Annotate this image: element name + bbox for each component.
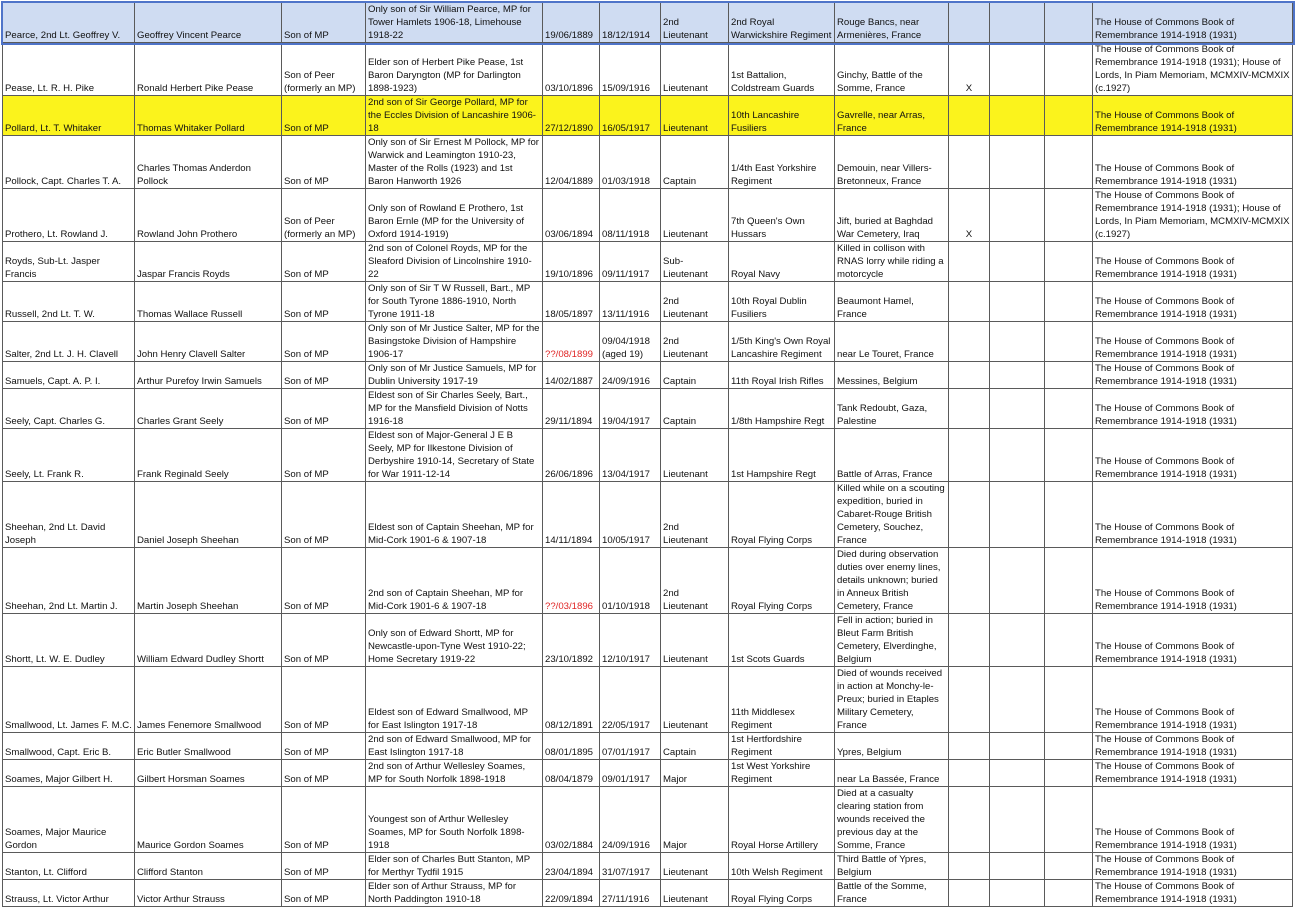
lords-mark-cell[interactable] — [949, 3, 990, 43]
regiment-cell[interactable]: Royal Flying Corps — [729, 482, 835, 548]
lords-mark-cell[interactable] — [949, 548, 990, 614]
death-date-cell[interactable]: 18/12/1914 — [600, 3, 661, 43]
place-of-death-cell[interactable]: Killed while on a scouting expedition, buried in Cabaret-Rouge British Cemetery, Souchez, France — [835, 482, 949, 548]
description-cell[interactable]: Only son of Mr Justice Salter, MP for the Basingstoke Division of Hampshire 1906-17 — [366, 322, 543, 362]
regiment-cell[interactable]: 1/5th King's Own Royal Lancashire Regiment — [729, 322, 835, 362]
relation-cell[interactable]: Son of MP — [282, 322, 366, 362]
relation-cell[interactable]: Son of Peer (formerly an MP) — [282, 189, 366, 242]
full-name-cell[interactable]: Martin Joseph Sheehan — [135, 548, 282, 614]
source-cell[interactable]: The House of Commons Book of Remembrance 1914-1918 (1931) — [1093, 3, 1293, 43]
full-name-cell[interactable]: Thomas Wallace Russell — [135, 282, 282, 322]
regiment-cell[interactable]: 1st Scots Guards — [729, 614, 835, 667]
rank-cell[interactable]: 2nd Lieutenant — [661, 3, 729, 43]
relation-cell[interactable]: Son of MP — [282, 787, 366, 853]
rank-cell[interactable]: 2nd Lieutenant — [661, 282, 729, 322]
lords-mark-cell[interactable] — [949, 136, 990, 189]
regiment-cell[interactable]: 10th Welsh Regiment — [729, 853, 835, 880]
extra-cell-2[interactable] — [1045, 362, 1093, 389]
extra-cell-1[interactable] — [990, 3, 1045, 43]
source-cell[interactable]: The House of Commons Book of Remembrance 1914-1918 (1931) — [1093, 614, 1293, 667]
death-date-cell[interactable]: 09/11/1917 — [600, 242, 661, 282]
full-name-cell[interactable]: Arthur Purefoy Irwin Samuels — [135, 362, 282, 389]
extra-cell-2[interactable] — [1045, 189, 1093, 242]
relation-cell[interactable]: Son of MP — [282, 389, 366, 429]
source-cell[interactable]: The House of Commons Book of Remembrance 1914-1918 (1931) — [1093, 389, 1293, 429]
full-name-cell[interactable]: Jaspar Francis Royds — [135, 242, 282, 282]
extra-cell-1[interactable] — [990, 136, 1045, 189]
regiment-cell[interactable]: 11th Royal Irish Rifles — [729, 362, 835, 389]
birth-date-cell[interactable]: 12/04/1889 — [543, 136, 600, 189]
extra-cell-2[interactable] — [1045, 787, 1093, 853]
table-row[interactable] — [3, 482, 1293, 548]
relation-cell[interactable]: Son of MP — [282, 136, 366, 189]
extra-cell-2[interactable] — [1045, 3, 1093, 43]
death-date-cell[interactable]: 15/09/1916 — [600, 43, 661, 96]
display-name-cell[interactable]: Salter, 2nd Lt. J. H. Clavell — [3, 322, 135, 362]
lords-mark-cell[interactable]: X — [949, 43, 990, 96]
source-cell[interactable]: The House of Commons Book of Remembrance 1914-1918 (1931) — [1093, 667, 1293, 733]
table-row[interactable] — [3, 322, 1293, 362]
display-name-cell[interactable]: Soames, Major Maurice Gordon — [3, 787, 135, 853]
relation-cell[interactable]: Son of MP — [282, 242, 366, 282]
table-row[interactable] — [3, 3, 1293, 43]
description-cell[interactable]: Youngest son of Arthur Wellesley Soames, MP for South Norfolk 1898-1918 — [366, 787, 543, 853]
rank-cell[interactable]: Lieutenant — [661, 189, 729, 242]
table-row[interactable] — [3, 362, 1293, 389]
regiment-cell[interactable]: 1st Battalion, Coldstream Guards — [729, 43, 835, 96]
display-name-cell[interactable]: Pease, Lt. R. H. Pike — [3, 43, 135, 96]
rank-cell[interactable]: Captain — [661, 733, 729, 760]
regiment-cell[interactable]: 1st West Yorkshire Regiment — [729, 760, 835, 787]
death-date-cell[interactable]: 31/07/1917 — [600, 853, 661, 880]
birth-date-cell[interactable]: 27/12/1890 — [543, 96, 600, 136]
table-row[interactable] — [3, 282, 1293, 322]
death-date-cell[interactable]: 13/11/1916 — [600, 282, 661, 322]
relation-cell[interactable]: Son of MP — [282, 96, 366, 136]
description-cell[interactable]: 2nd son of Edward Smallwood, MP for East Islington 1917-18 — [366, 733, 543, 760]
relation-cell[interactable]: Son of MP — [282, 760, 366, 787]
source-cell[interactable]: The House of Commons Book of Remembrance 1914-1918 (1931) — [1093, 322, 1293, 362]
full-name-cell[interactable]: Charles Grant Seely — [135, 389, 282, 429]
lords-mark-cell[interactable] — [949, 282, 990, 322]
death-date-cell[interactable]: 09/04/1918 (aged 19) — [600, 322, 661, 362]
full-name-cell[interactable]: Gilbert Horsman Soames — [135, 760, 282, 787]
display-name-cell[interactable]: Pearce, 2nd Lt. Geoffrey V. — [3, 3, 135, 43]
relation-cell[interactable]: Son of MP — [282, 548, 366, 614]
extra-cell-2[interactable] — [1045, 548, 1093, 614]
description-cell[interactable]: 2nd son of Sir George Pollard, MP for the Eccles Division of Lancashire 1906-18 — [366, 96, 543, 136]
lords-mark-cell[interactable] — [949, 733, 990, 760]
lords-mark-cell[interactable] — [949, 322, 990, 362]
description-cell[interactable]: Eldest son of Captain Sheehan, MP for Mid-Cork 1901-6 & 1907-18 — [366, 482, 543, 548]
display-name-cell[interactable]: Smallwood, Capt. Eric B. — [3, 733, 135, 760]
full-name-cell[interactable]: Geoffrey Vincent Pearce — [135, 3, 282, 43]
display-name-cell[interactable]: Pollock, Capt. Charles T. A. — [3, 136, 135, 189]
birth-date-cell[interactable]: 26/06/1896 — [543, 429, 600, 482]
extra-cell-1[interactable] — [990, 189, 1045, 242]
place-of-death-cell[interactable]: Rouge Bancs, near Armenières, France — [835, 3, 949, 43]
description-cell[interactable]: Only son of Mr Justice Samuels, MP for Dublin University 1917-19 — [366, 362, 543, 389]
full-name-cell[interactable]: Victor Arthur Strauss — [135, 880, 282, 907]
regiment-cell[interactable]: 1st Hampshire Regt — [729, 429, 835, 482]
full-name-cell[interactable]: Thomas Whitaker Pollard — [135, 96, 282, 136]
relation-cell[interactable]: Son of MP — [282, 667, 366, 733]
description-cell[interactable]: Only son of Rowland E Prothero, 1st Baron Ernle (MP for the University of Oxford 1914-1919) — [366, 189, 543, 242]
birth-date-cell[interactable]: 19/10/1896 — [543, 242, 600, 282]
death-date-cell[interactable]: 09/01/1917 — [600, 760, 661, 787]
extra-cell-1[interactable] — [990, 389, 1045, 429]
death-date-cell[interactable]: 13/04/1917 — [600, 429, 661, 482]
birth-date-cell[interactable]: 29/11/1894 — [543, 389, 600, 429]
extra-cell-2[interactable] — [1045, 853, 1093, 880]
regiment-cell[interactable]: 10th Lancashire Fusiliers — [729, 96, 835, 136]
relation-cell[interactable]: Son of MP — [282, 3, 366, 43]
death-date-cell[interactable]: 16/05/1917 — [600, 96, 661, 136]
lords-mark-cell[interactable] — [949, 389, 990, 429]
place-of-death-cell[interactable]: Messines, Belgium — [835, 362, 949, 389]
display-name-cell[interactable]: Soames, Major Gilbert H. — [3, 760, 135, 787]
display-name-cell[interactable]: Sheehan, 2nd Lt. David Joseph — [3, 482, 135, 548]
full-name-cell[interactable]: Daniel Joseph Sheehan — [135, 482, 282, 548]
table-row[interactable] — [3, 548, 1293, 614]
full-name-cell[interactable]: Rowland John Prothero — [135, 189, 282, 242]
table-row[interactable] — [3, 667, 1293, 733]
extra-cell-2[interactable] — [1045, 733, 1093, 760]
source-cell[interactable]: The House of Commons Book of Remembrance 1914-1918 (1931) — [1093, 880, 1293, 907]
table-row[interactable] — [3, 43, 1293, 96]
extra-cell-2[interactable] — [1045, 880, 1093, 907]
extra-cell-2[interactable] — [1045, 614, 1093, 667]
place-of-death-cell[interactable]: Beaumont Hamel, France — [835, 282, 949, 322]
regiment-cell[interactable]: Royal Navy — [729, 242, 835, 282]
extra-cell-2[interactable] — [1045, 667, 1093, 733]
extra-cell-1[interactable] — [990, 880, 1045, 907]
source-cell[interactable]: The House of Commons Book of Remembrance 1914-1918 (1931); House of Lords, In Piam Memoriam, MCMXIV-MCMXIX (c.1927) — [1093, 189, 1293, 242]
rank-cell[interactable]: Captain — [661, 389, 729, 429]
place-of-death-cell[interactable]: Battle of the Somme, France — [835, 880, 949, 907]
birth-date-cell[interactable]: 14/11/1894 — [543, 482, 600, 548]
extra-cell-1[interactable] — [990, 667, 1045, 733]
regiment-cell[interactable]: Royal Horse Artillery — [729, 787, 835, 853]
birth-date-cell[interactable]: 18/05/1897 — [543, 282, 600, 322]
full-name-cell[interactable]: Charles Thomas Anderdon Pollock — [135, 136, 282, 189]
place-of-death-cell[interactable]: near Le Touret, France — [835, 322, 949, 362]
birth-date-cell[interactable]: 08/04/1879 — [543, 760, 600, 787]
table-row[interactable] — [3, 189, 1293, 242]
source-cell[interactable]: The House of Commons Book of Remembrance 1914-1918 (1931) — [1093, 136, 1293, 189]
birth-date-cell[interactable]: 03/10/1896 — [543, 43, 600, 96]
relation-cell[interactable]: Son of MP — [282, 733, 366, 760]
description-cell[interactable]: Elder son of Arthur Strauss, MP for North Paddington 1910-18 — [366, 880, 543, 907]
regiment-cell[interactable]: 7th Queen's Own Hussars — [729, 189, 835, 242]
rank-cell[interactable]: Lieutenant — [661, 43, 729, 96]
source-cell[interactable]: The House of Commons Book of Remembrance 1914-1918 (1931) — [1093, 482, 1293, 548]
death-date-cell[interactable]: 24/09/1916 — [600, 362, 661, 389]
lords-mark-cell[interactable] — [949, 242, 990, 282]
full-name-cell[interactable]: John Henry Clavell Salter — [135, 322, 282, 362]
lords-mark-cell[interactable] — [949, 880, 990, 907]
description-cell[interactable]: Eldest son of Sir Charles Seely, Bart., MP for the Mansfield Division of Notts 1916-18 — [366, 389, 543, 429]
display-name-cell[interactable]: Samuels, Capt. A. P. I. — [3, 362, 135, 389]
description-cell[interactable]: Only son of Sir Ernest M Pollock, MP for Warwick and Leamington 1910-23, Master of the Rolls (1923) and 1st Baron Hanworth 1926 — [366, 136, 543, 189]
extra-cell-1[interactable] — [990, 429, 1045, 482]
rank-cell[interactable]: Lieutenant — [661, 429, 729, 482]
birth-date-cell[interactable]: ??/08/1899 — [543, 322, 600, 362]
birth-date-cell[interactable]: 08/01/1895 — [543, 733, 600, 760]
source-cell[interactable]: The House of Commons Book of Remembrance 1914-1918 (1931) — [1093, 429, 1293, 482]
description-cell[interactable]: 2nd son of Arthur Wellesley Soames, MP for South Norfolk 1898-1918 — [366, 760, 543, 787]
birth-date-cell[interactable]: 23/04/1894 — [543, 853, 600, 880]
extra-cell-1[interactable] — [990, 760, 1045, 787]
display-name-cell[interactable]: Prothero, Lt. Rowland J. — [3, 189, 135, 242]
description-cell[interactable]: Eldest son of Major-General J E B Seely, MP for Ilkestone Division of Derbyshire 1910-14, Secretary of State for War 1911-12-14 — [366, 429, 543, 482]
full-name-cell[interactable]: Frank Reginald Seely — [135, 429, 282, 482]
rank-cell[interactable]: Sub-Lieutenant — [661, 242, 729, 282]
lords-mark-cell[interactable] — [949, 96, 990, 136]
death-date-cell[interactable]: 10/05/1917 — [600, 482, 661, 548]
display-name-cell[interactable]: Sheehan, 2nd Lt. Martin J. — [3, 548, 135, 614]
place-of-death-cell[interactable]: Fell in action; buried in Bleut Farm British Cemetery, Elverdinghe, Belgium — [835, 614, 949, 667]
display-name-cell[interactable]: Strauss, Lt. Victor Arthur — [3, 880, 135, 907]
extra-cell-1[interactable] — [990, 482, 1045, 548]
table-row[interactable] — [3, 787, 1293, 853]
full-name-cell[interactable]: Ronald Herbert Pike Pease — [135, 43, 282, 96]
description-cell[interactable]: Only son of Sir William Pearce, MP for Tower Hamlets 1906-18, Limehouse 1918-22 — [366, 3, 543, 43]
description-cell[interactable]: Only son of Sir T W Russell, Bart., MP for South Tyrone 1886-1910, North Tyrone 1911-18 — [366, 282, 543, 322]
rank-cell[interactable]: Lieutenant — [661, 614, 729, 667]
table-row[interactable] — [3, 429, 1293, 482]
rank-cell[interactable]: Lieutenant — [661, 96, 729, 136]
birth-date-cell[interactable]: 22/09/1894 — [543, 880, 600, 907]
death-date-cell[interactable]: 01/03/1918 — [600, 136, 661, 189]
table-row[interactable] — [3, 733, 1293, 760]
birth-date-cell[interactable]: 14/02/1887 — [543, 362, 600, 389]
table-row[interactable] — [3, 614, 1293, 667]
birth-date-cell[interactable]: 23/10/1892 — [543, 614, 600, 667]
relation-cell[interactable]: Son of MP — [282, 853, 366, 880]
lords-mark-cell[interactable] — [949, 853, 990, 880]
place-of-death-cell[interactable]: Gavrelle, near Arras, France — [835, 96, 949, 136]
full-name-cell[interactable]: William Edward Dudley Shortt — [135, 614, 282, 667]
source-cell[interactable]: The House of Commons Book of Remembrance 1914-1918 (1931) — [1093, 787, 1293, 853]
full-name-cell[interactable]: Eric Butler Smallwood — [135, 733, 282, 760]
extra-cell-2[interactable] — [1045, 482, 1093, 548]
death-date-cell[interactable]: 24/09/1916 — [600, 787, 661, 853]
display-name-cell[interactable]: Seely, Capt. Charles G. — [3, 389, 135, 429]
display-name-cell[interactable]: Pollard, Lt. T. Whitaker — [3, 96, 135, 136]
source-cell[interactable]: The House of Commons Book of Remembrance 1914-1918 (1931) — [1093, 96, 1293, 136]
description-cell[interactable]: Only son of Edward Shortt, MP for Newcastle-upon-Tyne West 1910-22; Home Secretary 1919-22 — [366, 614, 543, 667]
relation-cell[interactable]: Son of MP — [282, 482, 366, 548]
rank-cell[interactable]: Lieutenant — [661, 667, 729, 733]
full-name-cell[interactable]: Clifford Stanton — [135, 853, 282, 880]
extra-cell-1[interactable] — [990, 43, 1045, 96]
table-row[interactable] — [3, 760, 1293, 787]
description-cell[interactable]: Elder son of Herbert Pike Pease, 1st Baron Daryngton (MP for Darlington 1898-1923) — [366, 43, 543, 96]
extra-cell-2[interactable] — [1045, 136, 1093, 189]
regiment-cell[interactable]: Royal Flying Corps — [729, 880, 835, 907]
lords-mark-cell[interactable] — [949, 362, 990, 389]
regiment-cell[interactable]: 2nd Royal Warwickshire Regiment — [729, 3, 835, 43]
relation-cell[interactable]: Son of MP — [282, 429, 366, 482]
death-date-cell[interactable]: 22/05/1917 — [600, 667, 661, 733]
regiment-cell[interactable]: Royal Flying Corps — [729, 548, 835, 614]
death-date-cell[interactable]: 19/04/1917 — [600, 389, 661, 429]
birth-date-cell[interactable]: 08/12/1891 — [543, 667, 600, 733]
regiment-cell[interactable]: 10th Royal Dublin Fusiliers — [729, 282, 835, 322]
source-cell[interactable]: The House of Commons Book of Remembrance 1914-1918 (1931) — [1093, 282, 1293, 322]
death-date-cell[interactable]: 12/10/1917 — [600, 614, 661, 667]
table-row[interactable] — [3, 389, 1293, 429]
death-date-cell[interactable]: 08/11/1918 — [600, 189, 661, 242]
spreadsheet-table — [2, 2, 1293, 907]
description-cell[interactable]: Eldest son of Edward Smallwood, MP for East Islington 1917-18 — [366, 667, 543, 733]
extra-cell-2[interactable] — [1045, 242, 1093, 282]
full-name-cell[interactable]: James Fenemore Smallwood — [135, 667, 282, 733]
place-of-death-cell[interactable]: Ypres, Belgium — [835, 733, 949, 760]
lords-mark-cell[interactable] — [949, 482, 990, 548]
table-row[interactable] — [3, 96, 1293, 136]
display-name-cell[interactable]: Stanton, Lt. Clifford — [3, 853, 135, 880]
source-cell[interactable]: The House of Commons Book of Remembrance 1914-1918 (1931) — [1093, 242, 1293, 282]
rank-cell[interactable]: Major — [661, 760, 729, 787]
source-cell[interactable]: The House of Commons Book of Remembrance 1914-1918 (1931) — [1093, 760, 1293, 787]
source-cell[interactable]: The House of Commons Book of Remembrance 1914-1918 (1931) — [1093, 362, 1293, 389]
table-row[interactable] — [3, 880, 1293, 907]
lords-mark-cell[interactable] — [949, 429, 990, 482]
extra-cell-1[interactable] — [990, 548, 1045, 614]
birth-date-cell[interactable]: ??/03/1896 — [543, 548, 600, 614]
lords-mark-cell[interactable]: X — [949, 189, 990, 242]
rank-cell[interactable]: Lieutenant — [661, 880, 729, 907]
place-of-death-cell[interactable]: Died during observation duties over enemy lines, details unknown; buried in Anneux British Cemetery, France — [835, 548, 949, 614]
display-name-cell[interactable]: Smallwood, Lt. James F. M.C. — [3, 667, 135, 733]
place-of-death-cell[interactable]: near La Bassée, France — [835, 760, 949, 787]
extra-cell-2[interactable] — [1045, 282, 1093, 322]
table-row[interactable] — [3, 853, 1293, 880]
regiment-cell[interactable]: 1/4th East Yorkshire Regiment — [729, 136, 835, 189]
place-of-death-cell[interactable]: Demouin, near Villers-Bretonneux, France — [835, 136, 949, 189]
source-cell[interactable]: The House of Commons Book of Remembrance 1914-1918 (1931); House of Lords, In Piam Memoriam, MCMXIV-MCMXIX (c.1927) — [1093, 43, 1293, 96]
birth-date-cell[interactable]: 03/02/1884 — [543, 787, 600, 853]
lords-mark-cell[interactable] — [949, 614, 990, 667]
regiment-cell[interactable]: 1/8th Hampshire Regt — [729, 389, 835, 429]
place-of-death-cell[interactable]: Killed in collison with RNAS lorry while riding a motorcycle — [835, 242, 949, 282]
place-of-death-cell[interactable]: Battle of Arras, France — [835, 429, 949, 482]
full-name-cell[interactable]: Maurice Gordon Soames — [135, 787, 282, 853]
birth-date-cell[interactable]: 03/06/1894 — [543, 189, 600, 242]
display-name-cell[interactable]: Shortt, Lt. W. E. Dudley — [3, 614, 135, 667]
death-date-cell[interactable]: 01/10/1918 — [600, 548, 661, 614]
display-name-cell[interactable]: Royds, Sub-Lt. Jasper Francis — [3, 242, 135, 282]
place-of-death-cell[interactable]: Tank Redoubt, Gaza, Palestine — [835, 389, 949, 429]
relation-cell[interactable]: Son of MP — [282, 362, 366, 389]
extra-cell-1[interactable] — [990, 614, 1045, 667]
extra-cell-1[interactable] — [990, 853, 1045, 880]
description-cell[interactable]: Elder son of Charles Butt Stanton, MP for Merthyr Tydfil 1915 — [366, 853, 543, 880]
extra-cell-2[interactable] — [1045, 389, 1093, 429]
relation-cell[interactable]: Son of MP — [282, 880, 366, 907]
place-of-death-cell[interactable]: Died at a casualty clearing station from wounds received the previous day at the Somme, France — [835, 787, 949, 853]
rank-cell[interactable]: Captain — [661, 362, 729, 389]
table-row[interactable] — [3, 242, 1293, 282]
rank-cell[interactable]: Major — [661, 787, 729, 853]
rank-cell[interactable]: Captain — [661, 136, 729, 189]
rank-cell[interactable]: 2nd Lieutenant — [661, 322, 729, 362]
display-name-cell[interactable]: Seely, Lt. Frank R. — [3, 429, 135, 482]
relation-cell[interactable]: Son of MP — [282, 614, 366, 667]
extra-cell-1[interactable] — [990, 322, 1045, 362]
relation-cell[interactable]: Son of Peer (formerly an MP) — [282, 43, 366, 96]
extra-cell-1[interactable] — [990, 362, 1045, 389]
relation-cell[interactable]: Son of MP — [282, 282, 366, 322]
extra-cell-2[interactable] — [1045, 760, 1093, 787]
rank-cell[interactable]: Lieutenant — [661, 853, 729, 880]
sheet-body — [3, 3, 1293, 907]
regiment-cell[interactable]: 1st Hertfordshire Regiment — [729, 733, 835, 760]
extra-cell-1[interactable] — [990, 282, 1045, 322]
extra-cell-2[interactable] — [1045, 429, 1093, 482]
extra-cell-1[interactable] — [990, 96, 1045, 136]
death-date-cell[interactable]: 27/11/1916 — [600, 880, 661, 907]
place-of-death-cell[interactable]: Third Battle of Ypres, Belgium — [835, 853, 949, 880]
place-of-death-cell[interactable]: Died of wounds received in action at Monchy-le-Preux; buried in Etaples Military Cemetery, France — [835, 667, 949, 733]
extra-cell-2[interactable] — [1045, 43, 1093, 96]
description-cell[interactable]: 2nd son of Colonel Royds, MP for the Sleaford Division of Lincolnshire 1910-22 — [366, 242, 543, 282]
extra-cell-1[interactable] — [990, 733, 1045, 760]
source-cell[interactable]: The House of Commons Book of Remembrance 1914-1918 (1931) — [1093, 853, 1293, 880]
source-cell[interactable]: The House of Commons Book of Remembrance 1914-1918 (1931) — [1093, 548, 1293, 614]
display-name-cell[interactable]: Russell, 2nd Lt. T. W. — [3, 282, 135, 322]
extra-cell-1[interactable] — [990, 242, 1045, 282]
extra-cell-1[interactable] — [990, 787, 1045, 853]
source-cell[interactable]: The House of Commons Book of Remembrance 1914-1918 (1931) — [1093, 733, 1293, 760]
extra-cell-2[interactable] — [1045, 322, 1093, 362]
death-date-cell[interactable]: 07/01/1917 — [600, 733, 661, 760]
lords-mark-cell[interactable] — [949, 760, 990, 787]
birth-date-cell[interactable]: 19/06/1889 — [543, 3, 600, 43]
rank-cell[interactable]: 2nd Lieutenant — [661, 482, 729, 548]
lords-mark-cell[interactable] — [949, 787, 990, 853]
lords-mark-cell[interactable] — [949, 667, 990, 733]
place-of-death-cell[interactable]: Jift, buried at Baghdad War Cemetery, Iraq — [835, 189, 949, 242]
rank-cell[interactable]: 2nd Lieutenant — [661, 548, 729, 614]
regiment-cell[interactable]: 11th Middlesex Regiment — [729, 667, 835, 733]
description-cell[interactable]: 2nd son of Captain Sheehan, MP for Mid-Cork 1901-6 & 1907-18 — [366, 548, 543, 614]
extra-cell-2[interactable] — [1045, 96, 1093, 136]
table-row[interactable] — [3, 136, 1293, 189]
place-of-death-cell[interactable]: Ginchy, Battle of the Somme, France — [835, 43, 949, 96]
